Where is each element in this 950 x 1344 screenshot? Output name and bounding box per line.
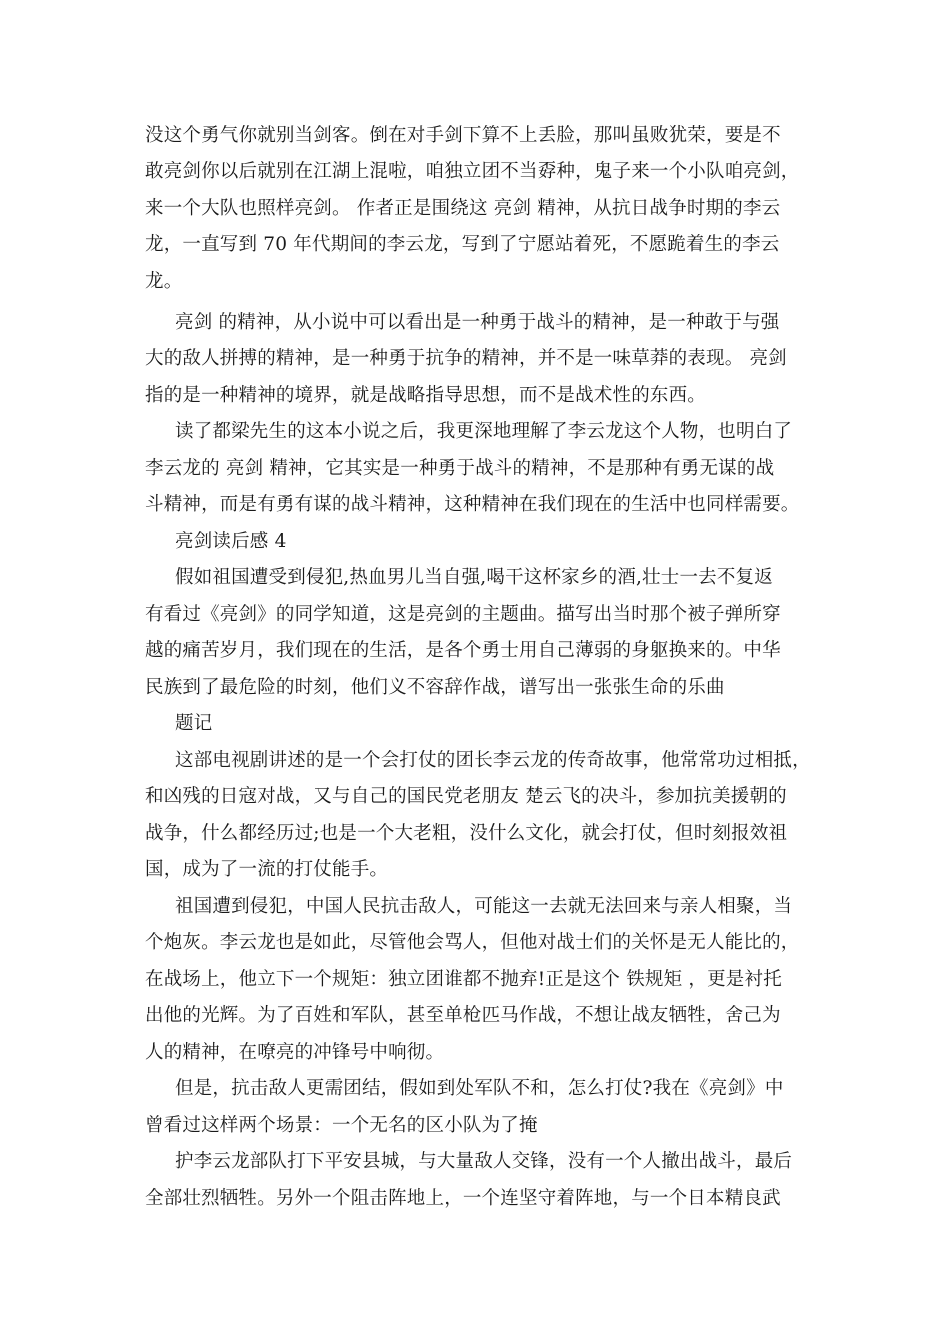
text-line: 斗精神，而是有勇有谋的战斗精神，这种精神在我们现在的生活中也同样需要。 [145, 494, 800, 515]
text-line: 人的精神，在嘹亮的冲锋号中响彻。 [145, 1042, 445, 1063]
text-line: 个炮灰。李云龙也是如此，尽管他会骂人，但他对战士们的关怀是无人能比的， [145, 932, 800, 953]
text-line: 指的是一种精神的境界，就是战略指导思想，而不是战术性的东西。 [145, 385, 707, 406]
paragraph-start-line: 护李云龙部队打下平安县城，与大量敌人交锋，没有一个人撤出战斗，最后 [175, 1151, 793, 1172]
epigraph-label: 题记 [175, 713, 213, 734]
text-line: 曾看过这样两个场景：一个无名的区小队为了掩 [145, 1115, 538, 1136]
text-line: 龙。 [145, 271, 183, 292]
text-line: 民族到了最危险的时刻，他们义不容辞作战，谱写出一张张生命的乐曲 [145, 677, 725, 698]
text-line: 全部壮烈牺牲。另外一个阻击阵地上，一个连坚守着阵地，与一个日本精良武 [145, 1188, 781, 1209]
text-line: 国，成为了一流的打仗能手。 [145, 859, 389, 880]
section-heading: 亮剑读后感 4 [175, 531, 287, 552]
text-line: 有看过《亮剑》的同学知道，这是亮剑的主题曲。描写出当时那个被子弹所穿 [145, 604, 781, 625]
text-line: 和凶残的日寇对战，又与自己的国民党老朋友 楚云飞的决斗，参加抗美援朝的 [145, 786, 787, 807]
text-line: 龙，一直写到 70 年代期间的李云龙，写到了宁愿站着死，不愿跪着生的李云 [145, 234, 780, 255]
text-line: 李云龙的 亮剑 精神，它其实是一种勇于战斗的精神，不是那种有勇无谋的战 [145, 458, 775, 479]
text-line: 在战场上，他立下一个规矩：独立团谁都不抛弃!正是这个 铁规矩 ，更是衬托 [145, 969, 782, 990]
paragraph-start-line: 亮剑 的精神，从小说中可以看出是一种勇于战斗的精神，是一种敢于与强 [175, 312, 780, 333]
paragraph-start-line: 这部电视剧讲述的是一个会打仗的团长李云龙的传奇故事，他常常功过相抵， [175, 750, 811, 771]
paragraph-start-line: 读了都梁先生的这本小说之后，我更深地理解了李云龙这个人物，也明白了 [175, 421, 793, 442]
text-line: 来一个大队也照样亮剑。 作者正是围绕这 亮剑 精神，从抗日战争时期的李云 [145, 198, 781, 219]
paragraph-start-line: 祖国遭到侵犯，中国人民抗击敌人，可能这一去就无法回来与亲人相聚，当 [175, 896, 793, 917]
text-line: 敢亮剑你以后就别在江湖上混啦，咱独立团不当孬种，鬼子来一个小队咱亮剑， [145, 161, 800, 182]
paragraph-start-line: 但是，抗击敌人更需团结，假如到处军队不和，怎么打仗?我在《亮剑》中 [175, 1078, 784, 1099]
text-line: 战争，什么都经历过;也是一个大老粗，没什么文化，就会打仗，但时刻报效祖 [145, 823, 788, 844]
text-line: 越的痛苦岁月，我们现在的生活，是各个勇士用自己薄弱的身躯换来的。中华 [145, 640, 781, 661]
text-line: 出他的光辉。为了百姓和军队，甚至单枪匹马作战，不想让战友牺牲，舍己为 [145, 1005, 781, 1026]
text-line: 没这个勇气你就别当剑客。倒在对手剑下算不上丢脸，那叫虽败犹荣，要是不 [145, 125, 781, 146]
text-line: 大的敌人拼搏的精神，是一种勇于抗争的精神，并不是一味草莽的表现。 亮剑 [145, 348, 787, 369]
paragraph-start-line: 假如祖国遭受到侵犯,热血男儿当自强,喝干这杯家乡的酒,壮士一去不复返 [175, 567, 773, 588]
